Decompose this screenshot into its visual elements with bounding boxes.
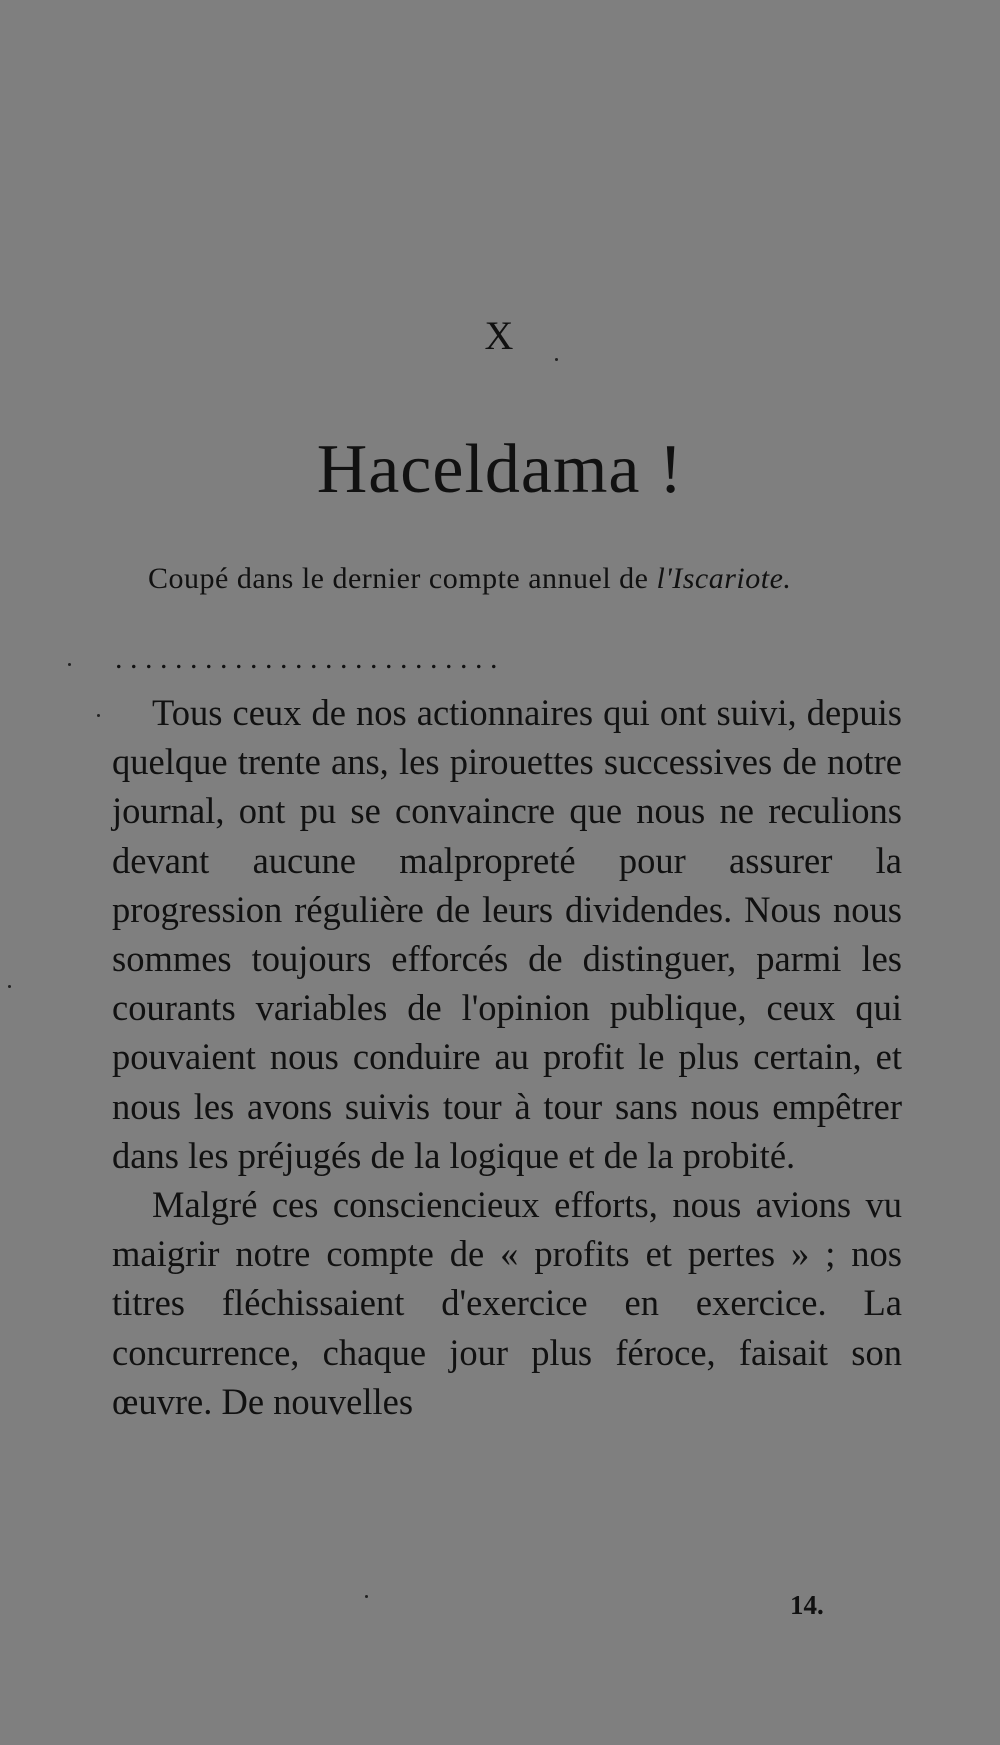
chapter-number: X [484, 313, 516, 358]
epigraph-text: Coupé dans le dernier compte annuel de [148, 562, 657, 595]
page-number: 14. [790, 1590, 824, 1620]
chapter-title: Haceldama ! [316, 431, 684, 508]
scan-speck [365, 1595, 368, 1598]
separator-dots: . . . . . . . . . . . . . . . . . . . . . . . . . . [115, 644, 498, 674]
epigraph-source: l'Iscariote. [656, 562, 792, 595]
epigraph [112, 557, 902, 601]
paragraph-1: Tous ceux de nos actionnaires qui ont suivi, depuis quelque trente ans, les pirouettes successives de notre journal, ont pu se convaincre que nous ne reculions devant aucune malpropreté pour assurer la progression régulière de leurs dividendes. Nous nous sommes toujours efforcés de distinguer, parmi les courants variables de l'opinion publique, ceux qui pouvaient nous conduire au profit le plus certain, et nous les avons suivis tour à tour sans nous empêtrer dans les préjugés de la logique et de la probité. [112, 692, 902, 1176]
scan-speck [555, 358, 558, 361]
scan-speck [97, 714, 100, 717]
paragraph-2: Malgré ces consciencieux efforts, nous avions vu maigrir notre compte de « profits et pertes » ; nos titres fléchissaient d'exercice en exercice. La concurrence, chaque jour plus féroce, faisait son œuvre. De nouvelles [112, 1184, 902, 1422]
scan-speck [68, 663, 71, 666]
scan-speck [8, 985, 11, 988]
body-text [112, 688, 902, 1426]
